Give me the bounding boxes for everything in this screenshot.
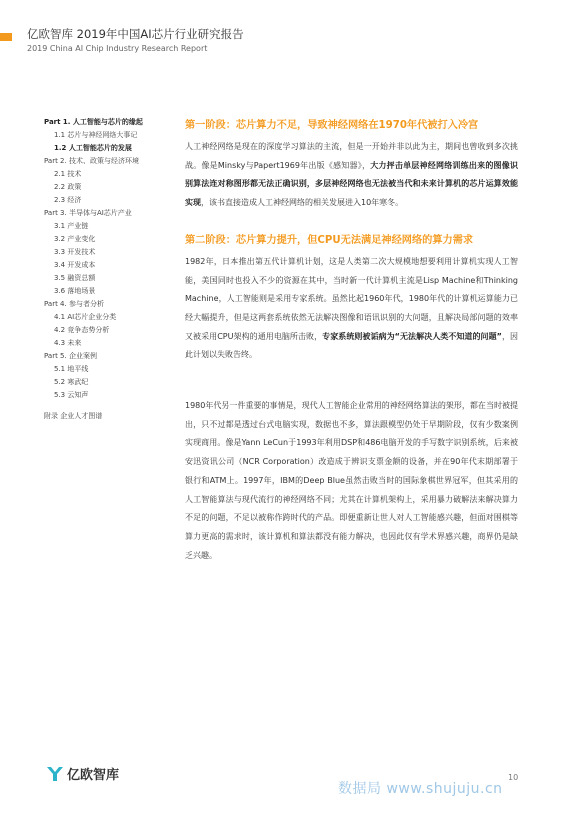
- toc-sub-item[interactable]: 3.2 产业变化: [54, 235, 96, 243]
- toc-part-item[interactable]: Part 3. 半导体与AI芯片产业: [44, 209, 132, 217]
- section-1-text-end: ，该书直接造成人工神经网络的相关发展进入10年寒冬。: [201, 198, 404, 208]
- section-stage-1: [185, 118, 518, 213]
- header-accent-bar: [0, 33, 12, 41]
- watermark: 数据局 www.shujuju.cn: [338, 781, 503, 797]
- toc-sub-item[interactable]: 4.2 竞争态势分析: [54, 326, 110, 334]
- table-of-contents: [44, 116, 170, 423]
- toc-sub-item[interactable]: 3.6 落地场景: [54, 287, 96, 295]
- toc-sub-item[interactable]: 4.1 AI芯片企业分类: [54, 313, 117, 321]
- toc-appendix[interactable]: 附录 企业人才图谱: [44, 412, 103, 420]
- toc-sub-item[interactable]: 3.3 开发技术: [54, 248, 96, 256]
- section-1-title: 第一阶段：芯片算力不足，导致神经网络在1970年代被打入冷宫: [185, 120, 479, 131]
- toc-part-item[interactable]: Part 4. 参与者分析: [44, 300, 104, 308]
- section-1-paragraph: [185, 138, 518, 213]
- brand-logo: [46, 764, 119, 783]
- toc-sub-item[interactable]: 2.1 技术: [54, 170, 82, 178]
- toc-sub-item[interactable]: 5.1 地平线: [54, 365, 89, 373]
- toc-sub-item[interactable]: 5.2 寒武纪: [54, 378, 89, 386]
- toc-sub-item[interactable]: 4.3 未来: [54, 339, 82, 347]
- logo-mark-icon: [46, 766, 64, 782]
- section-2-text-end: ，因此计划以失败告终。: [185, 331, 519, 360]
- toc-sub-item[interactable]: 5.3 云知声: [54, 391, 89, 399]
- toc-sub-item[interactable]: 1.2 人工智能芯片的发展: [54, 144, 132, 152]
- toc-part-item[interactable]: Part 2. 技术、政策与经济环境: [44, 157, 139, 165]
- section-2-paragraph-2: 1980年代另一件重要的事情是，现代人工智能企业常用的神经网络算法的架形，都在当时被提出，只不过都是透过台式电脑实现，数据也不多，算法跟模型仍处于早期阶段，仅有少数案例实现商用。像是Yann LeCun于1993年利用DSP和486电脑开发的手写数字识别系统，后来被安迅资讯公司（NCR Corporation）改造成于辨识支票金额的设备，并在90年代末期部署于银行和ATM上。1997年，IBM的Deep Blue虽然击败当时的国际象棋世界冠军，但其采用的人工智能算法与现代流行的神经网络不同；尤其在计算机架构上，采用暴力破解法来解决算力不足的问题，不足以被称作跨时代的产品。即便重新让世人对人工智能感兴趣，但面对围棋等算力更高的需求时，该计算机和算法都没有能力解决，也因此仅有学术界感兴趣，商界仍是缺乏兴趣。: [185, 401, 518, 560]
- toc-sub-item[interactable]: 3.4 开发成本: [54, 261, 96, 269]
- section-2-paragraph-1: [185, 253, 518, 365]
- report-title: 亿欧智库 2019年中国AI芯片行业研究报告: [27, 27, 244, 41]
- section-2-title: 第二阶段：芯片算力提升，但CPU无法满足神经网络的算力需求: [185, 234, 474, 246]
- toc-sub-item[interactable]: 3.1 产业链: [54, 222, 89, 230]
- section-2-emphasis: 专家系统则被诟病为“无法解决人类不知道的问题”: [322, 331, 502, 341]
- section-1-emphasis: 大力抨击单层神经网络训练出来的图像识别算法连对称图形都无法正确识别，多层神经网络也无法被当代和未来计算机的芯片运算效能实现: [185, 160, 518, 208]
- toc-sub-item[interactable]: 3.5 融资总额: [54, 274, 96, 282]
- page-number: 10: [508, 773, 519, 782]
- toc-sub-item[interactable]: 2.3 经济: [54, 196, 82, 204]
- toc-sub-item[interactable]: 2.2 政策: [54, 183, 82, 191]
- toc-part-item[interactable]: Part 1. 人工智能与芯片的缘起: [44, 118, 143, 126]
- toc-part-item[interactable]: Part 5. 企业案例: [44, 352, 97, 360]
- logo-text: 亿欧智库: [67, 768, 120, 783]
- toc-sub-item[interactable]: 1.1 芯片与神经网络大事记: [54, 131, 138, 139]
- section-1-text: 人工神经网络是现在的深度学习算法的主流，但是一开始并非以此为主，期间也曾收到多次挑战。像是Minsky与Papert1969年出版《感知器》，: [185, 142, 518, 170]
- toc-list: [44, 116, 170, 402]
- section-stage-2: [185, 233, 518, 566]
- section-2-text: 1982年，日本推出第五代计算机计划，这是人类第二次大规模地想要利用计算机实现人工智能，美国同时也投入不少的资源在其中，当时新一代计算机主流是Lisp Machine和Thinking Machine，人工智能则是采用专家系统。虽然比起1960年代，1980年代的计算机运算能力已经大幅提升，但是这两套系统依然无法解决图像和语讯识别的大问题，且解决局部问题的效率又被采用CPU架构的通用电脑所击败，: [185, 256, 518, 341]
- main-content: [185, 118, 518, 565]
- report-subtitle: 2019 China AI Chip Industry Research Report: [27, 44, 208, 53]
